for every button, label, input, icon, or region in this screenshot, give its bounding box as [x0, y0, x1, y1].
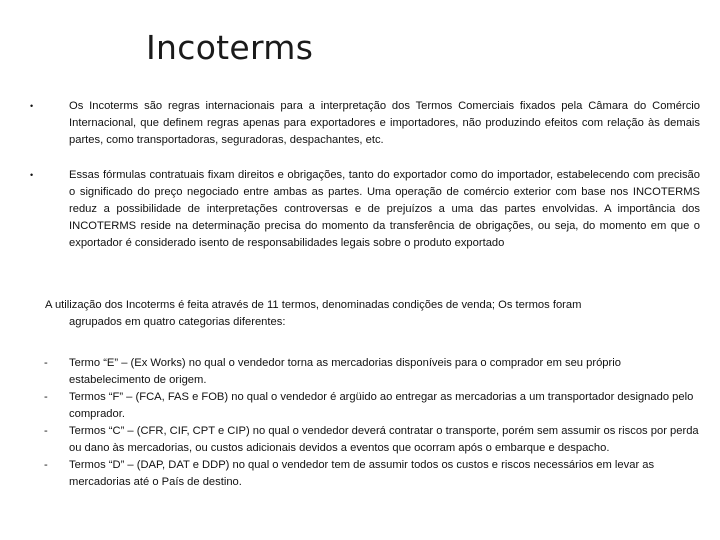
bullet-item: [30, 98, 700, 149]
bullet-text: Essas fórmulas contratuais fixam direitos e obrigações, tanto do exportador como do importador, estabelecendo com precisão o significado do preço negociado entre ambas as partes. Uma operação de comércio exterior com base nos INCOTERMS reduz a possibilidade de interpretações controversas e de prejuízos a uma das partes envolvidas. A importância dos INCOTERMS reside na determinação precisa do momento da transferência de obrigações, ou seja, do momento em que o exportador é considerado isento de responsabilidades legais sobre o produto exportado: [69, 169, 700, 249]
term-dash: -: [44, 357, 48, 369]
bullet-mark: •: [30, 170, 34, 180]
term-text: Termos “D” – (DAP, DAT e DDP) no qual o vendedor tem de assumir todos os custos e riscos necessários em levar as mercadorias até o País de destino.: [69, 459, 655, 488]
term-dash: -: [44, 459, 48, 471]
bullet-text: Os Incoterms são regras internacionais para a interpretação dos Termos Comerciais fixados pela Câmara do Comércio Internacional, que definem regras apenas para exportadores e importadores, não produzindo efeitos com relação às demais partes, como transportadoras, seguradoras, despachantes, etc.: [69, 100, 700, 146]
terms-list: [44, 355, 704, 491]
term-text: Termos “C” – (CFR, CIF, CPT e CIP) no qual o vendedor deverá contratar o transporte, porém sem assumir os riscos por perda ou dano às mercadorias, ou custos adicionais devidos a eventos que ocorram após o embarque e despacho.: [69, 425, 699, 454]
term-item: [44, 423, 704, 457]
bullet-item: [30, 167, 700, 252]
term-text: Termo “E” – (Ex Works) no qual o vendedor torna as mercadorias disponíveis para o comprador em seu próprio estabelecimento de origem.: [69, 357, 621, 386]
slide-title: Incoterms: [146, 28, 314, 67]
term-dash: -: [44, 425, 48, 437]
bullet-mark: •: [30, 101, 34, 111]
intro-line-2: agrupados em quatro categorias diferentes:: [69, 316, 286, 328]
intro-paragraph: [45, 297, 675, 331]
term-text: Termos “F” – (FCA, FAS e FOB) no qual o vendedor é argüido ao entregar as mercadorias a um transportador designado pelo comprador.: [69, 391, 694, 420]
bullet-list: [30, 98, 700, 252]
intro-line-1: A utilização dos Incoterms é feita através de 11 termos, denominadas condições de venda; Os termos foram: [45, 299, 582, 311]
term-item: [44, 355, 704, 389]
term-dash: -: [44, 391, 48, 403]
term-item: [44, 457, 704, 491]
term-item: [44, 389, 704, 423]
